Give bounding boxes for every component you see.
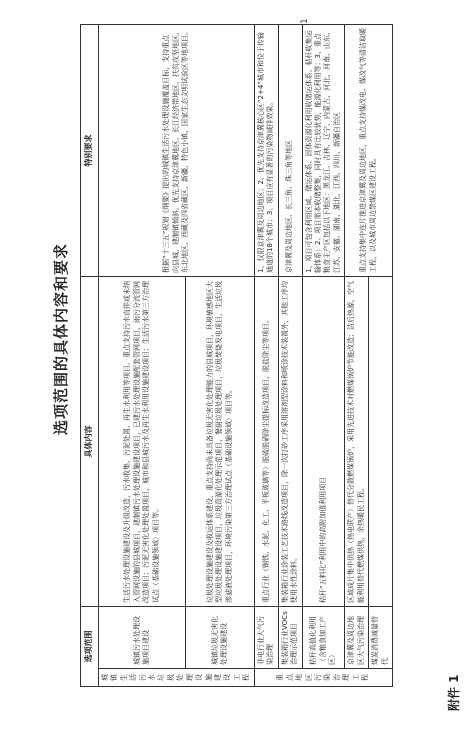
attachment-label: 附件 1 <box>447 674 461 711</box>
header-requirements: 特别要求 <box>81 25 99 277</box>
category-cell: 城镇生活污水垃圾处理设施建设工程 <box>98 669 254 687</box>
subcategory-cell: 秸秆高值化利用（含粮食加工产区） <box>302 607 345 669</box>
requirements-cell: 重点支持集中连片推进京津冀及周边地区，重点支持煤改电、煤改气等清洁取暖工程，以及城市周边禁煤区建设工程。 <box>345 25 393 277</box>
table-row <box>278 25 302 687</box>
table-header-row <box>81 25 99 687</box>
document-title: 选项范围的具体内容和要求 <box>52 243 70 436</box>
content-cell: 重点行业（钢铁、水泥、化工、平板玻璃等）脱硫脱硝除尘提标改造项目，脱盐除尘等项目。 <box>254 277 278 607</box>
content-cell: 垃圾处理设施建设及收运体系建设，重点支持尚未具备垃圾无害化处理能力的县城项目，环境敏感地区大型垃圾处理设施建设项目，垃圾资源化处理示范项目，餐厨垃圾处理项目，垃圾焚烧发电项目，生活垃圾渗滤液处理项目，环境污染第三方治理试点（基础设施领域）项目等。 <box>186 277 254 607</box>
table-row <box>254 25 278 687</box>
content-cell: 区域成片集中供热（热电联产）替代分散燃煤锅炉，采用先进技术对燃煤锅炉节能改造；洁后热源，空气能利用替代燃煤供热，余热暖民工程。 <box>345 277 369 607</box>
subcategory-cell: 集装箱行业VOCs治理示范项目 <box>278 607 302 669</box>
subcategory-cell: 京津冀及周边地区大气污染治理 <box>345 607 369 669</box>
table-row <box>302 25 345 687</box>
requirements-cell: 京津冀及周边地区、长三角、珠三角等地区 <box>278 25 302 277</box>
table-row <box>345 25 369 687</box>
header-scope: 选项范围 <box>81 607 99 687</box>
scope-table <box>80 24 393 687</box>
category-cell: 重点地区污染治理工程 <box>254 669 392 687</box>
content-cell: 集装箱行业涂装工艺技术路线改造项目，除一次打砂工序采用溶剂型涂料和喷涂技术装置外，其他工序均使用水性涂料。 <box>278 277 302 607</box>
requirements-cell: 1、仅限京津冀及周边地区；2、优先支持京津冀核心区“2+4”城市和位于传输通道的18个城市；3、项目应有显著的污染物减排效果。 <box>254 25 278 277</box>
subcategory-cell: 城镇垃圾无害化处理设施建设 <box>186 607 254 669</box>
requirements-cell: 1、项目可包含利用区域、储运体系、固体资源化利用收储运体系、秸秆收集运输体系；2、项目需本收储整集，同时具有比较优势，能源化利用等；3、重点粮食主产区包括以下地区：黑龙江、吉林、辽宁、内蒙古、河北、河南、山东、江苏、安徽、湖南、湖北、江西、四川、新疆自治区 <box>302 25 345 277</box>
content-cell: 生活污水处理设施建设及升级改造，污水收集、污泥处置、再生水利用等项目。重点支持污水直排或未纳入管网设施的县城项目，建制镇污水处理设施建设项目，已建污水处理设施配套管网项目，雨污分流管网改造项目；污泥无害化处理处置项目，城市和县城污水及再生水利用设施建设项目；生活污水第三方治理试点（基础设施领域）项目等。 <box>98 277 186 607</box>
subcategory-cell: 城镇污水处理设施项目建设 <box>98 607 186 669</box>
content-cell <box>369 277 393 607</box>
subcategory-cell: 非电行业大气污染治理 <box>254 607 278 669</box>
content-cell: 秸秆“五料化”利用中的高附加值利用项目 <box>302 277 345 607</box>
table-row <box>98 25 186 687</box>
page-number: 1 <box>300 18 310 24</box>
subcategory-cell: 煤炭消费减量替代 <box>369 607 393 669</box>
requirements-cell: 根据“十三五”规划《纲要》提出的城镇生活污水处理设施覆盖目标，支持重点向县城、建制镇倾斜。优先支持京津冀地区、长江经济带地区、扶贫攻坚地区、东北地区、西藏及四省藏区、新疆，特色小镇、国家生态文明试验区等地项目。 <box>98 25 254 277</box>
header-content: 具体内容 <box>81 277 99 607</box>
